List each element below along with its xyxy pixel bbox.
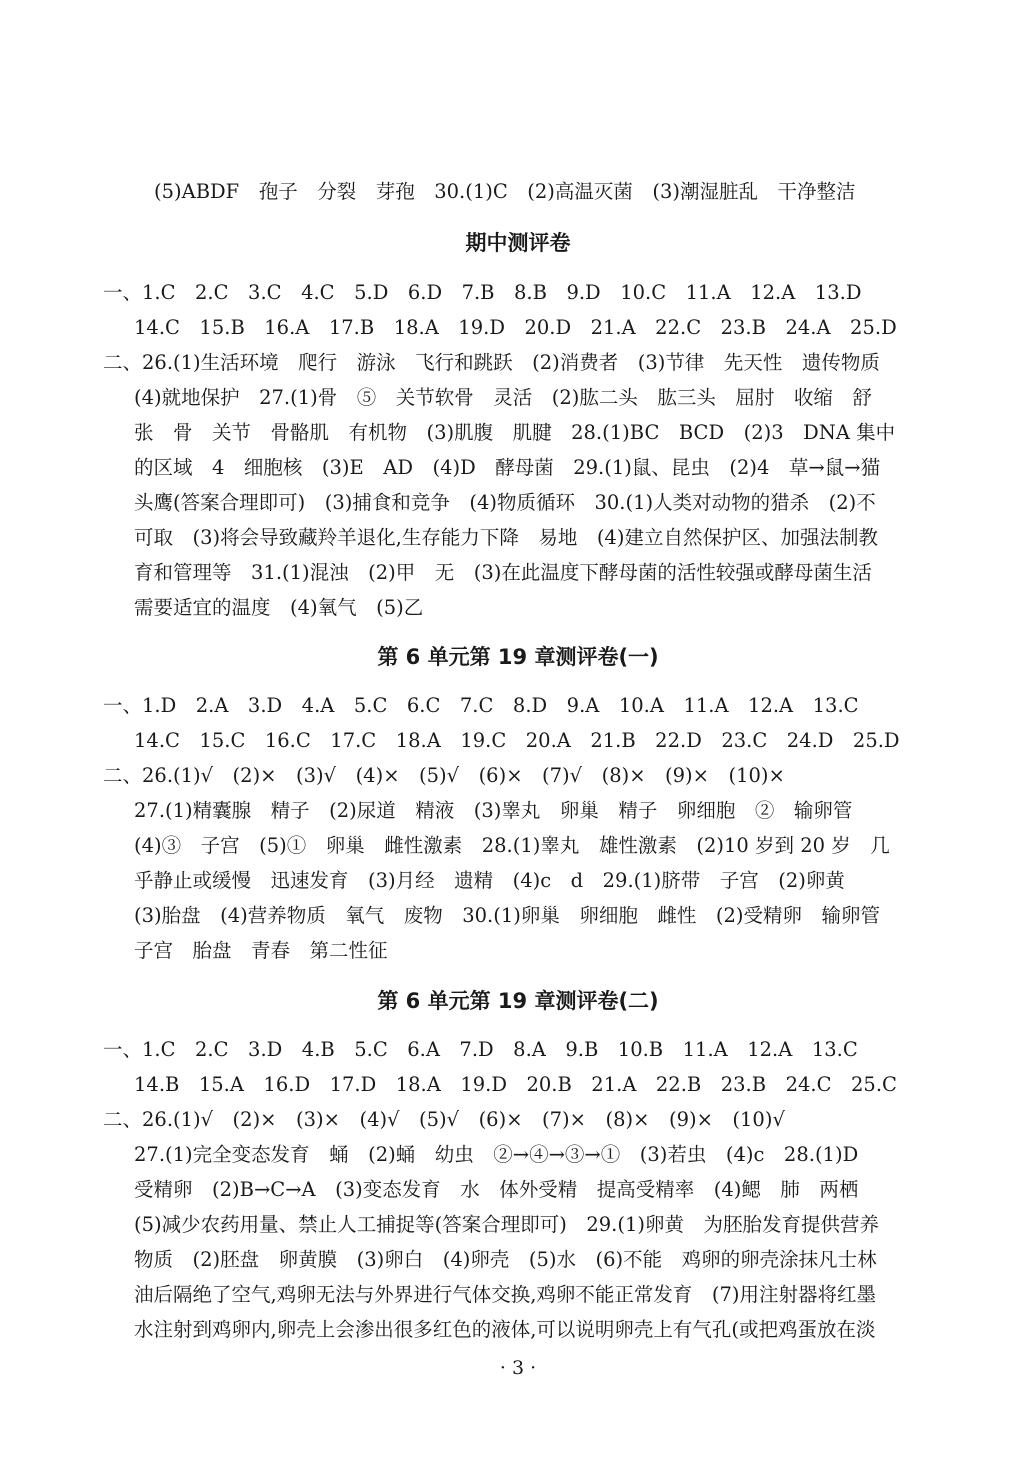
answer-line: 一、1.C 2.C 3.D 4.B 5.C 6.A 7.D 8.A 9.B 10.B 11.A 12.A 13.C [103, 1038, 858, 1061]
section-title-unit6-ch19-part1: 第 6 单元第 19 章测评卷(一) [377, 645, 659, 669]
answer-line: 可取 (3)将会导致藏羚羊退化,生存能力下降 易地 (4)建立自然保护区、加强法制教 [134, 526, 878, 549]
answer-line: (5)减少农药用量、禁止人工捕捉等(答案合理即可) 29.(1)卵黄 为胚胎发育提供营养 [134, 1213, 879, 1236]
answer-line: 二、26.(1)生活环境 爬行 游泳 飞行和跳跃 (2)消费者 (3)节律 先天性 遗传物质 [103, 351, 880, 374]
answer-line: 的区域 4 细胞核 (3)E AD (4)D 酵母菌 29.(1)鼠、昆虫 (2)4 草→鼠→猫 [134, 456, 881, 479]
answer-line: 水注射到鸡卵内,卵壳上会渗出很多红色的液体,可以说明卵壳上有气孔(或把鸡蛋放在淡 [134, 1318, 876, 1341]
answer-line: (4)③ 子宫 (5)① 卵巢 雌性激素 28.(1)睾丸 雄性激素 (2)10 岁到 20 岁 几 [134, 834, 890, 857]
answer-line: 育和管理等 31.(1)混浊 (2)甲 无 (3)在此温度下酵母菌的活性较强或酵母菌生活 [134, 561, 872, 584]
answer-line: 二、26.(1)√ (2)× (3)√ (4)× (5)√ (6)× (7)√ (8)× (9)× (10)× [103, 764, 785, 787]
answer-line: 张 骨 关节 骨骼肌 有机物 (3)肌腹 肌腱 28.(1)BC BCD (2)3 DNA 集中 [134, 421, 896, 444]
page-number: · 3 · [499, 1357, 537, 1379]
section-title-midterm: 期中测评卷 [465, 231, 571, 255]
answer-line: (4)就地保护 27.(1)骨 ⑤ 关节软骨 灵活 (2)肱二头 肱三头 屈肘 收缩 舒 [134, 386, 872, 409]
section-title-unit6-ch19-part2: 第 6 单元第 19 章测评卷(二) [377, 989, 659, 1013]
answer-line: 27.(1)精囊腺 精子 (2)尿道 精液 (3)睾丸 卵巢 精子 卵细胞 ② 输卵管 [134, 799, 853, 822]
answer-line: 一、1.D 2.A 3.D 4.A 5.C 6.C 7.C 8.D 9.A 10.A 11.A 12.A 13.C [103, 694, 859, 717]
answer-line: 27.(1)完全变态发育 蛹 (2)蛹 幼虫 ②→④→③→① (3)若虫 (4)c 28.(1)D [134, 1143, 859, 1166]
answer-line: 二、26.(1)√ (2)× (3)× (4)√ (5)√ (6)× (7)× (8)× (9)× (10)√ [103, 1108, 785, 1131]
answer-line-top: (5)ABDF 孢子 分裂 芽孢 30.(1)C (2)高温灭菌 (3)潮湿脏乱 干净整洁 [154, 180, 856, 203]
answer-line: (3)胎盘 (4)营养物质 氧气 废物 30.(1)卵巢 卵细胞 雌性 (2)受精卵 输卵管 [134, 904, 880, 927]
answer-line: 需要适宜的温度 (4)氧气 (5)乙 [134, 596, 424, 619]
answer-line: 油后隔绝了空气,鸡卵无法与外界进行气体交换,鸡卵不能正常发育 (7)用注射器将红墨 [134, 1283, 877, 1306]
answer-line: 乎静止或缓慢 迅速发育 (3)月经 遗精 (4)c d 29.(1)脐带 子宫 (2)卵黄 [134, 869, 845, 892]
answer-line: 子宫 胎盘 青春 第二性征 [134, 939, 388, 962]
answer-line: 14.C 15.C 16.C 17.C 18.A 19.C 20.A 21.B 22.D 23.C 24.D 25.D [134, 729, 900, 752]
answer-line: 14.B 15.A 16.D 17.D 18.A 19.D 20.B 21.A 22.B 23.B 24.C 25.C [134, 1073, 897, 1096]
answer-line: 一、1.C 2.C 3.C 4.C 5.D 6.D 7.B 8.B 9.D 10.C 11.A 12.A 13.D [103, 281, 862, 304]
answer-line: 头鹰(答案合理即可) (3)捕食和竞争 (4)物质循环 30.(1)人类对动物的猎杀 (2)不 [134, 491, 876, 514]
answer-line: 14.C 15.B 16.A 17.B 18.A 19.D 20.D 21.A 22.C 23.B 24.A 25.D [134, 316, 897, 339]
answer-line: 物质 (2)胚盘 卵黄膜 (3)卵白 (4)卵壳 (5)水 (6)不能 鸡卵的卵壳涂抹凡士林 [134, 1248, 877, 1271]
answer-line: 受精卵 (2)B→C→A (3)变态发育 水 体外受精 提高受精率 (4)鳃 肺 两栖 [134, 1178, 859, 1201]
